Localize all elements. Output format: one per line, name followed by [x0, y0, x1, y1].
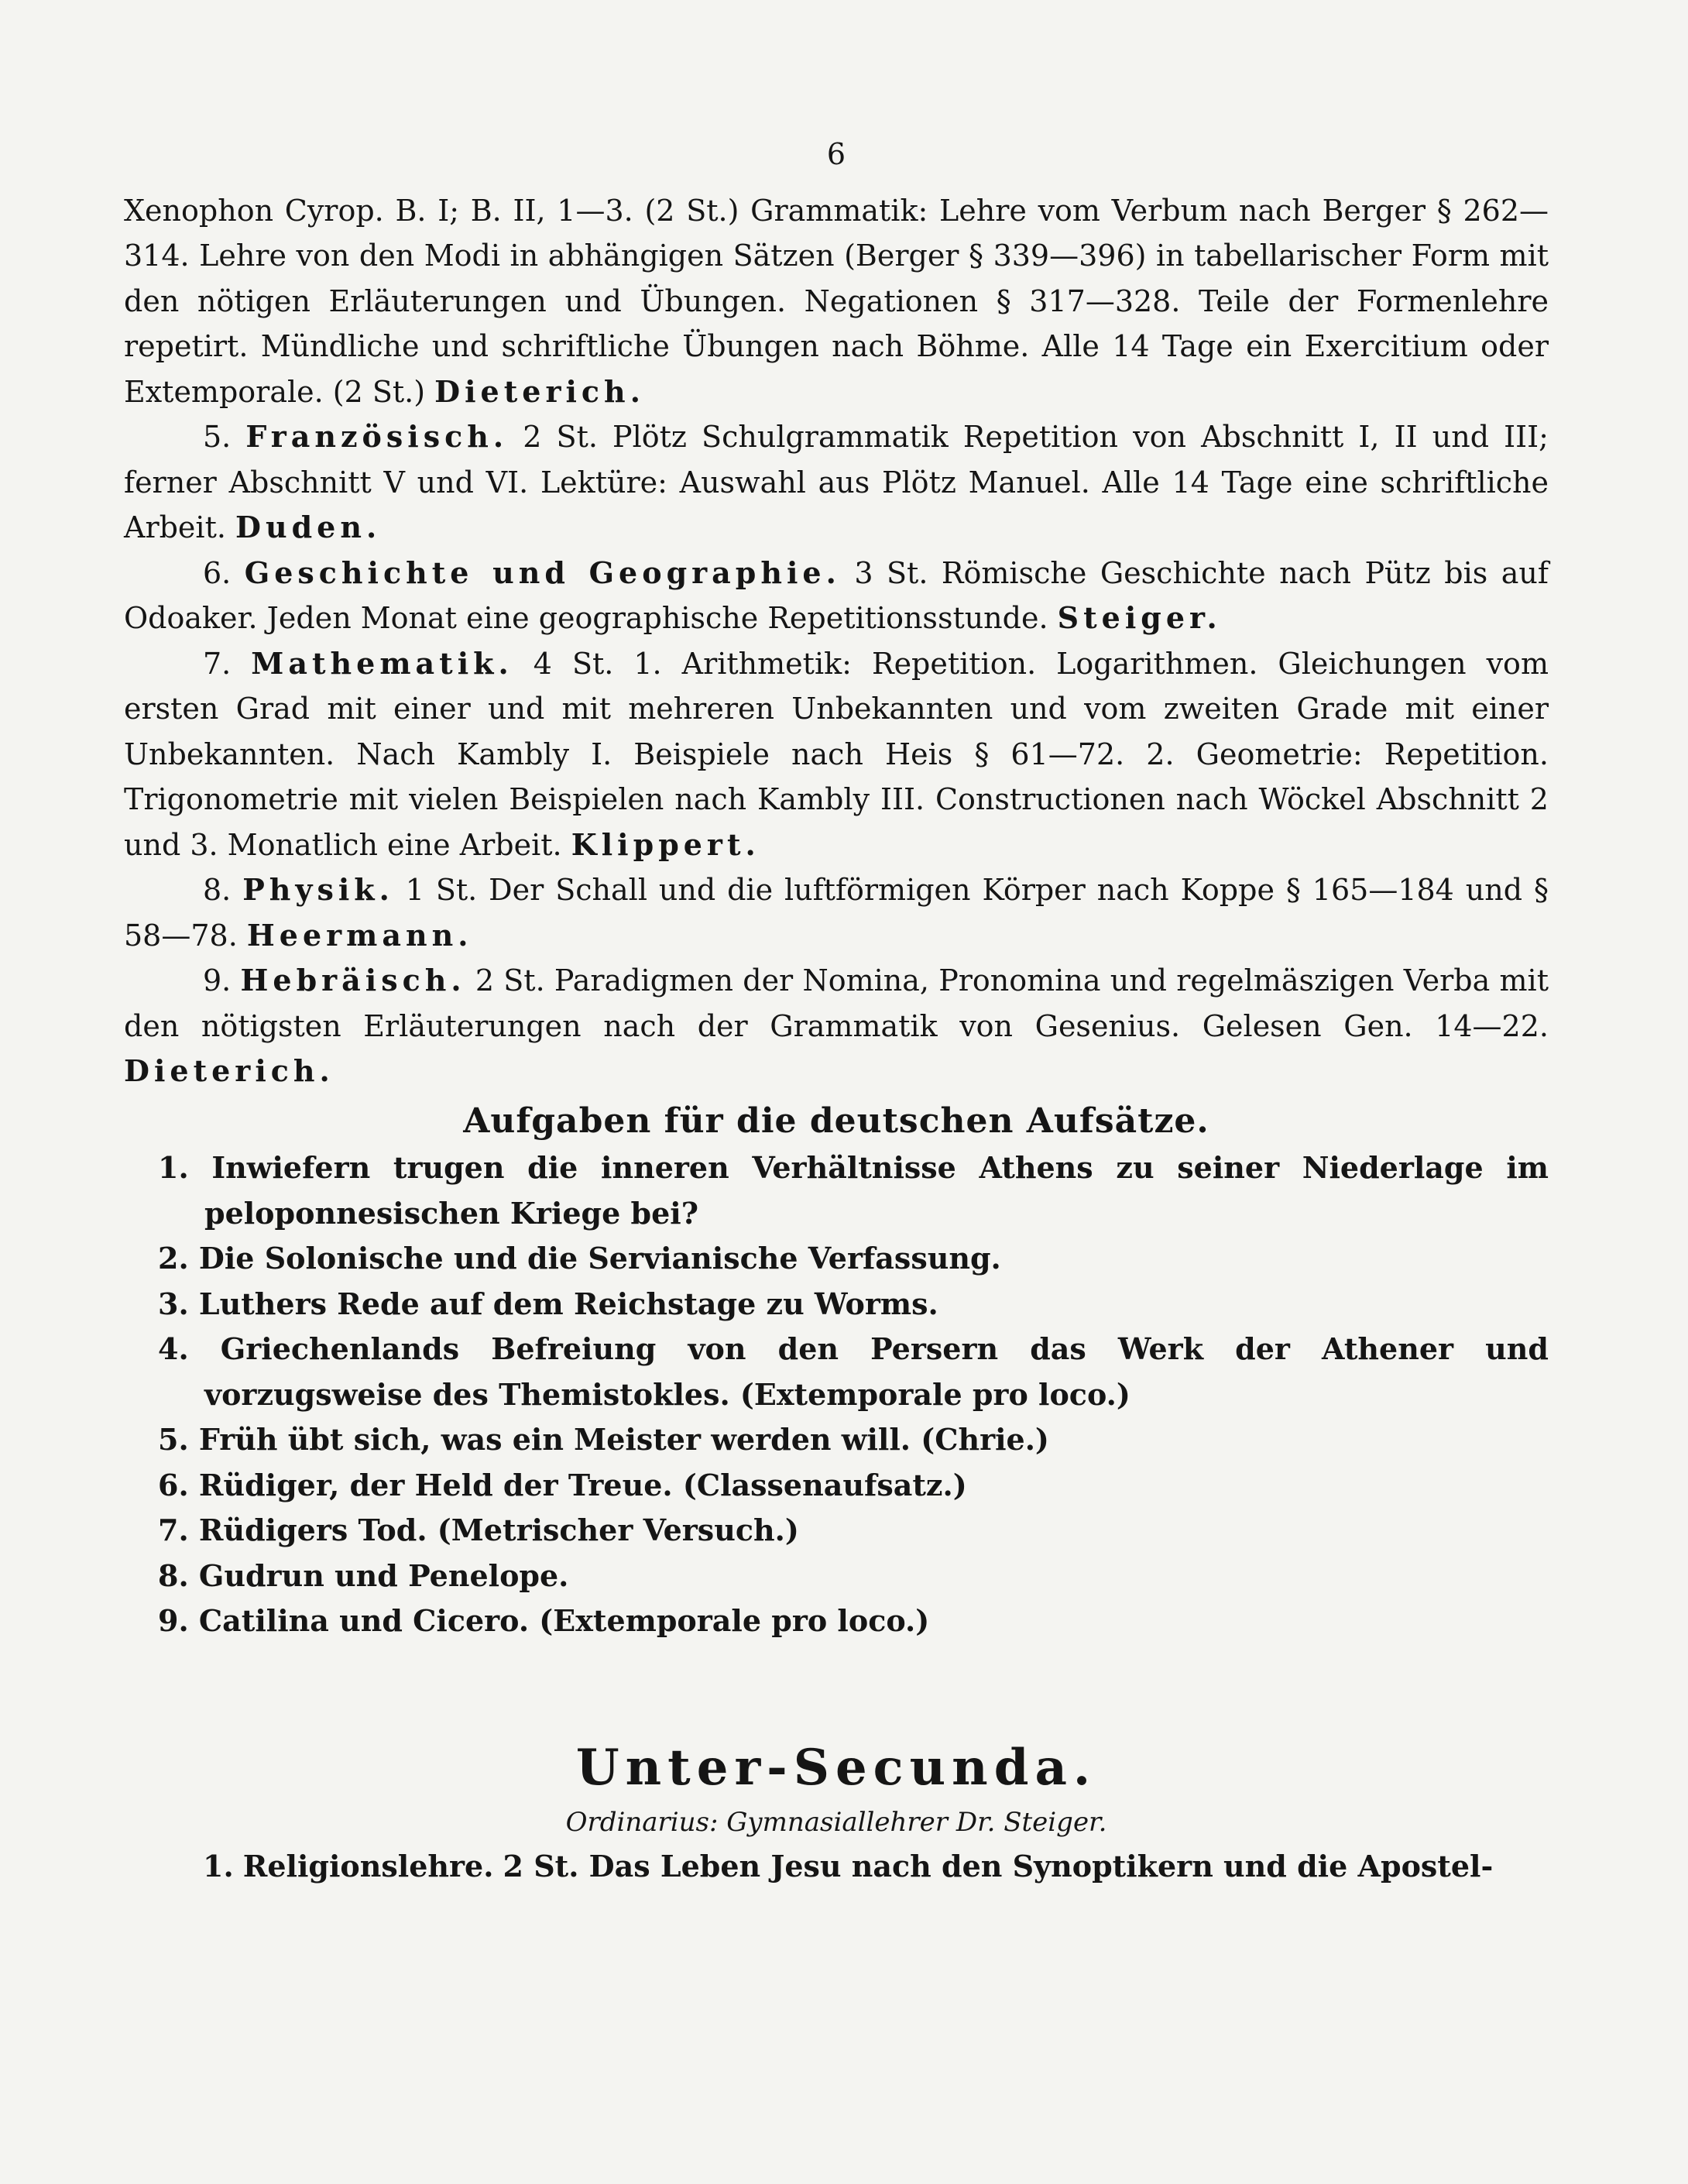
item-number: 7. — [203, 646, 232, 681]
essay-list — [124, 1145, 1549, 1644]
list-item: 3. Luthers Rede auf dem Reichstage zu Worms. — [158, 1286, 938, 1321]
subject-title: Französisch. — [245, 419, 509, 454]
teacher-name: Duden. — [235, 510, 382, 544]
list-item: 2. Die Solonische und die Servianische Verfassung. — [158, 1241, 1001, 1276]
list-item: 6. Rüdiger, der Held der Treue. (Classenaufsatz.) — [158, 1467, 967, 1502]
subject-text: 3 St. Römische Geschichte nach Pütz bis auf Odoaker. Jeden Monat eine geographische Repetitionsstunde. — [124, 555, 1549, 635]
subject-history — [124, 551, 1549, 641]
item-number: 5. — [203, 420, 232, 454]
list-item: 5. Früh übt sich, was ein Meister werden will. (Chrie.) — [158, 1422, 1049, 1457]
item-number: 9. — [203, 963, 232, 998]
subject-text: 2 St. Plötz Schulgrammatik Repetition von Abschnitt I, II und III; ferner Abschnitt V und VI. Lektüre: Auswahl aus Plötz Manuel. Alle 14 Tage eine schriftliche Arbeit. — [124, 420, 1549, 544]
essays-heading: Aufgaben für die deutschen Aufsätze. — [463, 1101, 1209, 1141]
subject-text: 2 St. Das Leben Jesu nach den Synoptikern und die Apostel- — [503, 1848, 1494, 1884]
subject-title: Geschichte und Geographie. — [244, 555, 841, 590]
subject-text: 4 St. 1. Arithmetik: Repetition. Logarithmen. Gleichungen vom ersten Grad mit einer und mit mehreren Unbekannten und vom zweiten Grade mit einer Unbekannten. Nach Kambly I. Beispiele nach Heis § 61—72. 2. Geometrie: Repetition. Trigonometrie mit vielen Beispielen nach Kambly III. Constructionen nach Wöckel Abschnitt 2 und 3. Monatlich eine Arbeit. — [124, 646, 1549, 862]
subject-hebrew — [124, 958, 1549, 1094]
subject-title: Mathematik. — [251, 645, 513, 681]
list-item: 7. Rüdigers Tod. (Metrischer Versuch.) — [158, 1513, 799, 1547]
subject-title: Religionslehre. — [242, 1848, 494, 1884]
subject-religion — [124, 1844, 1549, 1890]
subject-title: Hebräisch. — [240, 963, 466, 998]
teacher-name: Dieterich. — [124, 1053, 335, 1088]
subject-title: Physik. — [242, 872, 394, 907]
section-title: Unter-Secunda. — [575, 1738, 1097, 1797]
list-item: 1. Inwiefern trugen die inneren Verhältnisse Athens zu seiner Niederlage im peloponnesischen Kriege bei? — [158, 1150, 1549, 1231]
subject-mathematics — [124, 641, 1549, 868]
subject-french — [124, 414, 1549, 551]
teacher-name: Dieterich. — [434, 373, 645, 409]
item-number: 6. — [203, 555, 232, 590]
list-item: 4. Griechenlands Befreiung von den Persern das Werk der Athener und vorzugsweise des Themistokles. (Extemporale pro loco.) — [158, 1331, 1549, 1412]
subject-text: 2 St. Paradigmen der Nomina, Pronomina und regelmäszigen Verba mit den nötigsten Erläuterungen nach der Grammatik von Gesenius. Gelesen Gen. 14—22. — [124, 963, 1549, 1043]
list-item: 9. Catilina und Cicero. (Extemporale pro loco.) — [158, 1603, 930, 1638]
subject-physics — [124, 867, 1549, 958]
subject-text: 1 St. Der Schall und die luftförmigen Körper nach Koppe § 165—184 und § 58—78. — [124, 873, 1549, 953]
greek-text: Xenophon Cyrop. B. I; B. II, 1—3. (2 St.) Grammatik: Lehre vom Verbum nach Berger § 262—314. Lehre von den Modi in abhängigen Sätzen (Berger § 339—396) in tabellarischer Form mit den nötigen Erläuterungen und Übungen. Negationen § 317—328. Teile der Formenlehre repetirt. Mündliche und schriftliche Übungen nach Böhme. Alle 14 Tage ein Exercitium oder Extemporale. (2 St.) — [124, 193, 1549, 409]
teacher-name: Klippert. — [571, 826, 760, 862]
greek-paragraph — [124, 188, 1549, 415]
teacher-name: Heermann. — [246, 917, 473, 953]
ordinarius-line: Ordinarius: Gymnasiallehrer Dr. Steiger. — [565, 1806, 1107, 1838]
list-item: 8. Gudrun und Penelope. — [158, 1557, 569, 1593]
item-number: 8. — [203, 873, 232, 907]
page-number: 6 — [826, 137, 846, 171]
item-number: 1. — [203, 1848, 234, 1884]
document-page — [124, 132, 1549, 1889]
teacher-name: Steiger. — [1057, 600, 1222, 635]
